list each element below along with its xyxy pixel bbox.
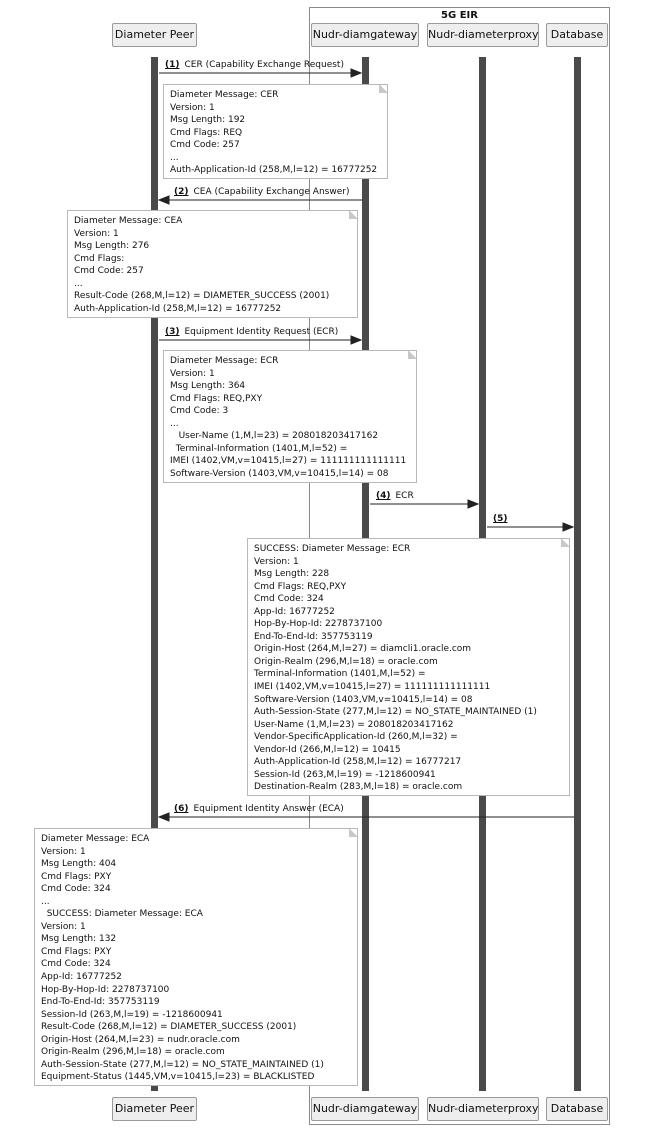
message-3-label	[165, 327, 338, 338]
participant-nudr-diamgateway-bottom: Nudr-diamgateway	[311, 1097, 419, 1121]
message-4-label	[376, 491, 414, 502]
message-5-number: (5)	[493, 514, 508, 524]
message-6-label	[174, 804, 344, 815]
message-2-text: CEA (Capability Exchange Answer)	[193, 187, 350, 197]
message-1-label	[165, 60, 344, 71]
message-3-number: (3)	[165, 327, 180, 337]
message-2-label	[174, 187, 349, 198]
message-6-text: Equipment Identity Answer (ECA)	[193, 804, 344, 814]
arrow-1-head	[351, 69, 361, 77]
participant-nudr-diameterproxy-top: Nudr-diameterproxy	[427, 23, 539, 47]
message-1-number: (1)	[165, 60, 180, 70]
arrow-6-head	[159, 813, 169, 821]
message-4-text: ECR	[395, 491, 414, 501]
message-3-text: Equipment Identity Request (ECR)	[184, 327, 339, 337]
participant-database-bottom: Database	[546, 1097, 608, 1121]
message-5-label	[493, 514, 513, 525]
participant-diameter-peer-bottom: Diameter Peer	[112, 1097, 197, 1121]
participant-database-top: Database	[546, 23, 608, 47]
message-6-number: (6)	[174, 804, 189, 814]
group-title: 5G EIR	[441, 10, 478, 21]
participant-nudr-diameterproxy-bottom: Nudr-diameterproxy	[427, 1097, 539, 1121]
note-cea: Diameter Message: CEA Version: 1 Msg Length: 276 Cmd Flags: Cmd Code: 257 ... Result-Code (268,M,l=12) = DIAMETER_SUCCESS (2001) Auth-Application-Id (258,M,l=12) = 16777252	[67, 210, 358, 318]
participant-diameter-peer-top: Diameter Peer	[112, 23, 197, 47]
message-4-number: (4)	[376, 491, 391, 501]
arrow-5-head	[563, 523, 573, 531]
message-2-number: (2)	[174, 187, 189, 197]
note-cer: Diameter Message: CER Version: 1 Msg Length: 192 Cmd Flags: REQ Cmd Code: 257 ... Auth-Application-Id (258,M,l=12) = 16777252	[163, 84, 388, 179]
note-ecr: Diameter Message: ECR Version: 1 Msg Length: 364 Cmd Flags: REQ,PXY Cmd Code: 3 ... User-Name (1,M,l=23) = 208018203417162 Terminal-Information (1401,M,l=52) = IMEI (1402,VM,v=10415,l=27) = 111111111111111 Software-Version (1403,VM,v=10415,l=14) = 08	[163, 350, 417, 483]
arrow-2-head	[159, 196, 169, 204]
participant-nudr-diamgateway-top: Nudr-diamgateway	[311, 23, 419, 47]
arrow-4-head	[468, 500, 478, 508]
arrow-3-head	[351, 336, 361, 344]
note-eca: Diameter Message: ECA Version: 1 Msg Length: 404 Cmd Flags: PXY Cmd Code: 324 ... SUCCESS: Diameter Message: ECA Version: 1 Msg Length: 132 Cmd Flags: PXY Cmd Code: 324 App-Id: 16777252 Hop-By-Hop-Id: 2278737100 End-To-End-Id: 357753119 Session-Id (263,M,l=19) = -1218600941 Result-Code (268,M,l=12) = DIAMETER_SUCCESS (2001) Origin-Host (264,M,l=23) = nudr.oracle.com Origin-Realm (296,M,l=18) = oracle.com Auth-Session-State (277,M,l=12) = NO_STATE_MAINTAINED (1) Equipment-Status (1445,VM,v=10415,l=23) = BLACKLISTED	[34, 828, 358, 1086]
message-1-text: CER (Capability Exchange Request)	[184, 60, 344, 70]
note-success-ecr: SUCCESS: Diameter Message: ECR Version: 1 Msg Length: 228 Cmd Flags: REQ,PXY Cmd Code: 324 App-Id: 16777252 Hop-By-Hop-Id: 2278737100 End-To-End-Id: 357753119 Origin-Host (264,M,l=27) = diamcli1.oracle.com Origin-Realm (296,M,l=18) = oracle.com Terminal-Information (1401,M,l=52) = IMEI (1402,VM,v=10415,l=27) = 111111111111111 Software-Version (1403,VM,v=10415,l=14) = 08 Auth-Session-State (277,M,l=12) = NO_STATE_MAINTAINED (1) User-Name (1,M,l=23) = 208018203417162 Vendor-SpecificApplication-Id (260,M,l=32) = Vendor-Id (266,M,l=12) = 10415 Auth-Application-Id (258,M,l=12) = 16777217 Session-Id (263,M,l=19) = -1218600941 Destination-Realm (283,M,l=18) = oracle.com	[247, 538, 570, 796]
